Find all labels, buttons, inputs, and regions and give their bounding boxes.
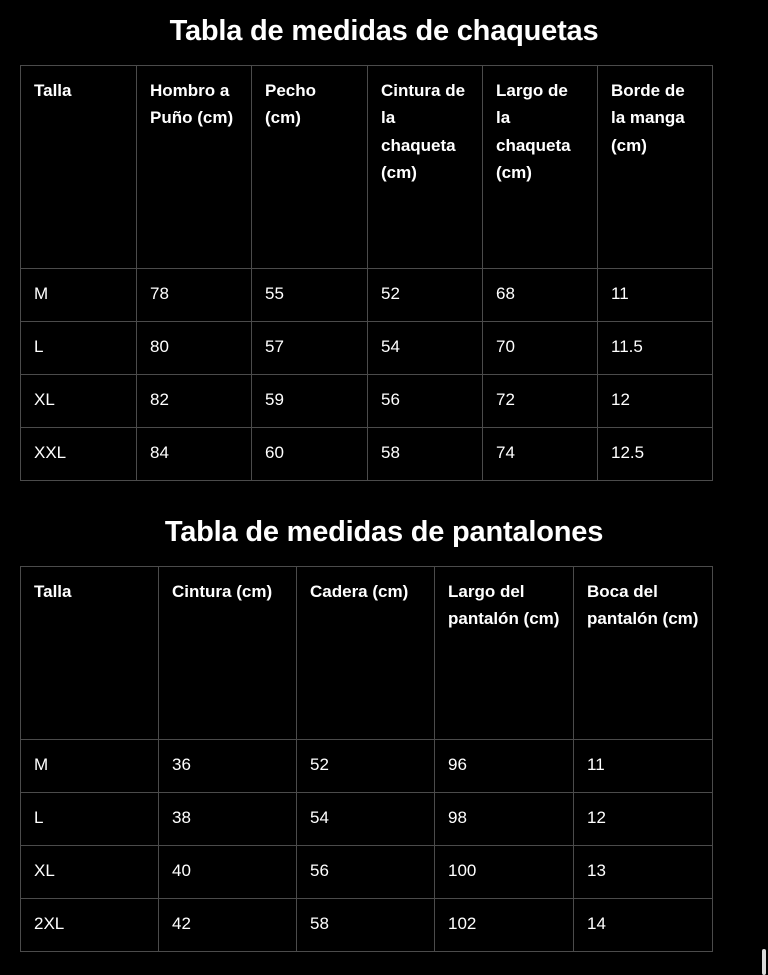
column-header-cintura-chaqueta: Cintura de la chaqueta (cm) [368,65,483,268]
cell-size: XL [21,374,137,427]
cell-value: 11 [598,268,713,321]
cell-size: L [21,792,159,845]
table-row [21,427,713,480]
cell-value: 72 [483,374,598,427]
column-header-largo-pantalon: Largo del pantalón (cm) [435,566,574,739]
cell-size: XXL [21,427,137,480]
jackets-table-body [21,268,713,480]
pants-size-table [20,566,713,952]
cell-value: 11 [574,739,713,792]
column-header-talla: Talla [21,566,159,739]
table-row [21,321,713,374]
cell-size: XL [21,845,159,898]
table-row [21,374,713,427]
pants-table-body [21,739,713,951]
table-row [21,845,713,898]
jackets-table-wrap [0,65,768,481]
cell-value: 55 [252,268,368,321]
table-row [21,268,713,321]
table-header-row [21,566,713,739]
cell-value: 68 [483,268,598,321]
cell-value: 60 [252,427,368,480]
cell-value: 52 [297,739,435,792]
cell-value: 12 [598,374,713,427]
cell-value: 84 [137,427,252,480]
column-header-cintura: Cintura (cm) [159,566,297,739]
cell-value: 12.5 [598,427,713,480]
section-spacer [0,481,768,501]
cell-value: 42 [159,898,297,951]
column-header-boca-pantalon: Boca del pantalón (cm) [574,566,713,739]
cell-value: 70 [483,321,598,374]
cell-value: 56 [297,845,435,898]
pants-title: Tabla de medidas de pantalones [164,515,604,548]
column-header-pecho: Pecho (cm) [252,65,368,268]
jackets-table-head [21,65,713,268]
cell-size: M [21,739,159,792]
cell-value: 78 [137,268,252,321]
jackets-section [0,0,768,481]
table-header-row [21,65,713,268]
cell-value: 38 [159,792,297,845]
column-header-cadera: Cadera (cm) [297,566,435,739]
cell-size: 2XL [21,898,159,951]
cell-value: 54 [368,321,483,374]
cell-value: 36 [159,739,297,792]
cell-value: 58 [368,427,483,480]
pants-table-wrap [0,566,768,952]
cell-value: 57 [252,321,368,374]
cell-value: 59 [252,374,368,427]
column-header-borde-manga: Borde de la manga (cm) [598,65,713,268]
jackets-title: Tabla de medidas de chaquetas [169,15,599,47]
table-row [21,739,713,792]
pants-table-head [21,566,713,739]
cell-size: L [21,321,137,374]
cell-value: 14 [574,898,713,951]
cell-value: 82 [137,374,252,427]
cell-value: 52 [368,268,483,321]
cell-value: 98 [435,792,574,845]
cell-value: 80 [137,321,252,374]
cell-value: 100 [435,845,574,898]
cell-value: 40 [159,845,297,898]
table-row [21,898,713,951]
cell-value: 11.5 [598,321,713,374]
cell-value: 56 [368,374,483,427]
scrollbar-thumb[interactable] [762,949,766,975]
cell-value: 12 [574,792,713,845]
pants-section [0,501,768,952]
cell-size: M [21,268,137,321]
cell-value: 96 [435,739,574,792]
column-header-talla: Talla [21,65,137,268]
cell-value: 58 [297,898,435,951]
cell-value: 102 [435,898,574,951]
jackets-size-table [20,65,713,481]
table-row [21,792,713,845]
column-header-largo-chaqueta: Largo de la chaqueta (cm) [483,65,598,268]
cell-value: 54 [297,792,435,845]
cell-value: 74 [483,427,598,480]
cell-value: 13 [574,845,713,898]
column-header-hombro-a-puno: Hombro a Puño (cm) [137,65,252,268]
